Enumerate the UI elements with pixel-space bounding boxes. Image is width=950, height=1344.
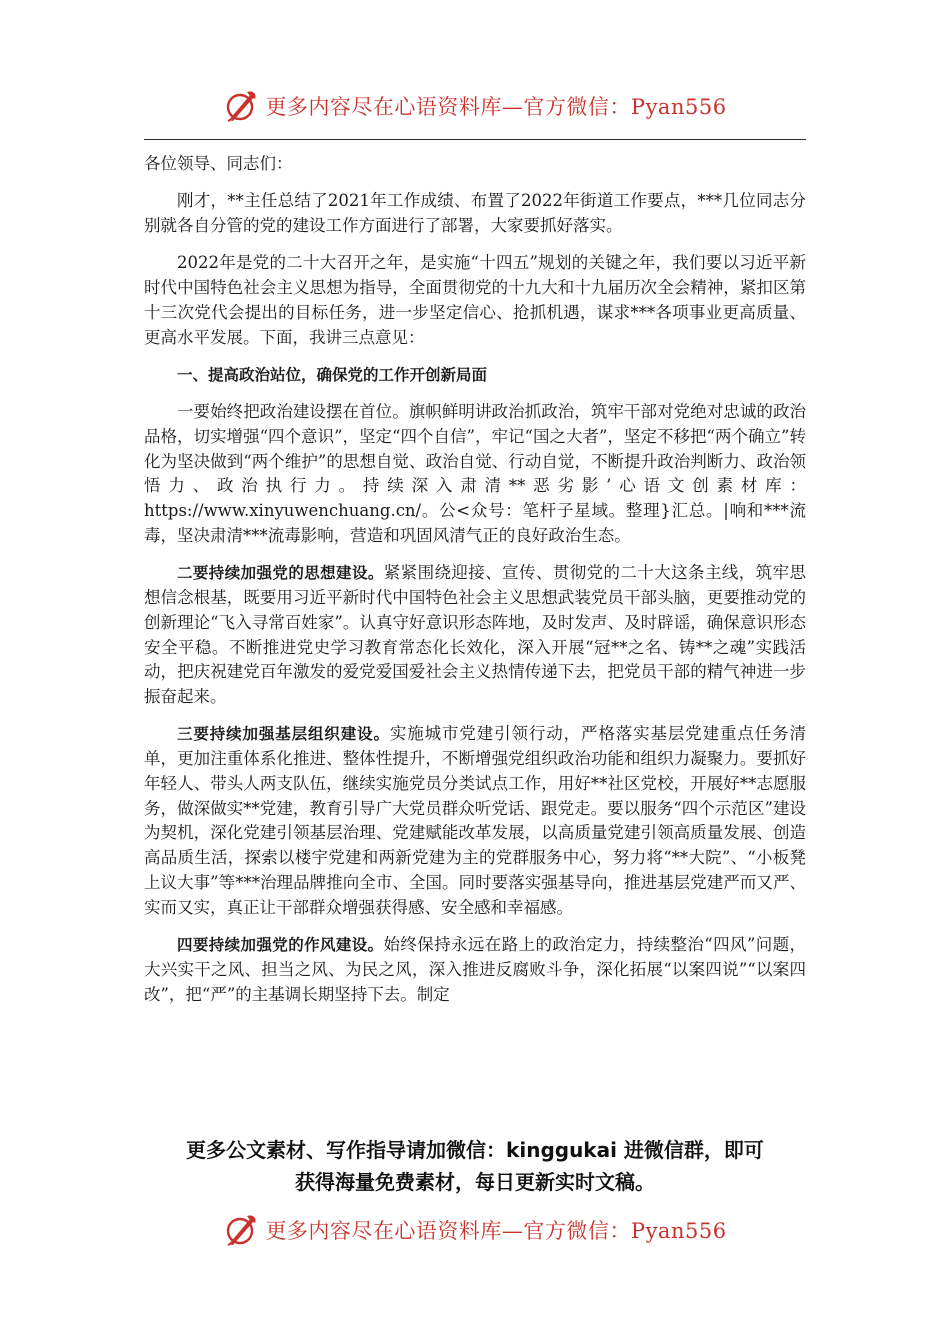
document-body	[144, 152, 806, 1007]
paragraph-1: 刚才，**主任总结了2021年工作成绩、布置了2022年街道工作要点，***几位同志分别就各自分管的党的建设工作方面进行了部署，大家要抓好落实。	[144, 191, 806, 235]
promo-line-2: 获得海量免费素材，每日更新实时文稿。	[295, 1170, 655, 1194]
paragraph-2: 2022年是党的二十大召开之年，是实施“十四五”规划的关键之年，我们要以习近平新时代中国特色社会主义思想为指导，全面贯彻党的十九大和十九届历次全会精神，紧扣区第十三次党代会提出的目标任务，进一步坚定信心、抢抓机遇，谋求***各项事业更高质量、更高水平发展。下面，我讲三点意见：	[144, 253, 806, 347]
paragraph-6-text: 始终保持永远在路上的政治定力，持续整治“四风”问题，大兴实干之风、担当之风、为民之风，深入推进反腐败斗争，深化拓展“以案四说”“以案四改”，把“严”的主基调长期坚持下去。制定	[144, 935, 806, 1004]
paragraph-5	[144, 722, 806, 920]
quill-logo-icon	[223, 1212, 259, 1248]
paragraph-4-text: 紧紧围绕迎接、宣传、贯彻党的二十大这条主线，筑牢思想信念根基，既要用习近平新时代中国特色社会主义思想武装党员干部头脑，更要推动党的创新理论“飞入寻常百姓家”。认真守好意识形态阵地，及时发声、及时辟谣，确保意识形态安全平稳。不断推进党史学习教育常态化长效化，深入开展“冠**之名、铸**之魂”实践活动，把庆祝建党百年激发的爱党爱国爱社会主义热情传递下去，把党员干部的精气神进一步振奋起来。	[144, 563, 806, 707]
footer-brand	[0, 1208, 950, 1252]
section-heading-1: 一、提高政治站位，确保党的工作开创新局面	[177, 365, 488, 384]
salutation: 各位领导、同志们：	[144, 154, 293, 173]
quill-logo-icon	[223, 88, 259, 124]
header-brand-text: 更多内容尽在心语资料库—官方微信：Pyan556	[265, 95, 727, 119]
footer-brand-text: 更多内容尽在心语资料库—官方微信：Pyan556	[265, 1219, 727, 1243]
paragraph-3: 一要始终把政治建设摆在首位。旗帜鲜明讲政治抓政治，筑牢干部对党绝对忠诚的政治品格，切实增强“四个意识”，坚定“四个自信”，牢记“国之大者”，坚定不移把“两个确立”转化为坚决做到“两个维护”的思想自觉、政治自觉、行动自觉，不断提升政治判断力、政治领悟力、政治执行力。持续深入肃清**恶劣影’心语文创素材库：https://www.xinyuwenchuang.cn/。公<众号：笔杆子星域。整理}汇总。|响和***流毒，坚决肃清***流毒影响，营造和巩固风清气正的良好政治生态。	[144, 401, 806, 545]
paragraph-5-lead: 三要持续加强基层组织建设。	[177, 725, 390, 744]
promo-line-1: 更多公文素材、写作指导请加微信：kinggukai 进微信群，即可	[186, 1138, 764, 1162]
paragraph-5-text: 实施城市党建引领行动，严格落实基层党建重点任务清单，更加注重体系化推进、整体性提升，不断增强党组织政治功能和组织力凝聚力。要抓好年轻人、带头人两支队伍，继续实施党员分类试点工作，用好**社区党校，开展好**志愿服务，做深做实**党建，教育引导广大党员群众听党话、跟党走。要以服务“四个示范区”建设为契机，深化党建引领基层治理、党建赋能改革发展，以高质量党建引领高质量发展、创造高品质生活，探索以楼宇党建和两新党建为主的党群服务中心，努力将“**大院”、“小板凳上议大事”等***治理品牌推向全市、全国。同时要落实强基导向，推进基层党建严而又严、实而又实，真正让干部群众增强获得感、安全感和幸福感。	[144, 724, 806, 917]
paragraph-4	[144, 561, 806, 710]
header-brand	[0, 84, 950, 128]
paragraph-6	[144, 933, 806, 1007]
paragraph-4-lead: 二要持续加强党的思想建设。	[177, 564, 384, 583]
header-divider	[144, 139, 806, 140]
promo-block	[144, 1134, 806, 1198]
paragraph-6-lead: 四要持续加强党的作风建设。	[177, 936, 384, 955]
